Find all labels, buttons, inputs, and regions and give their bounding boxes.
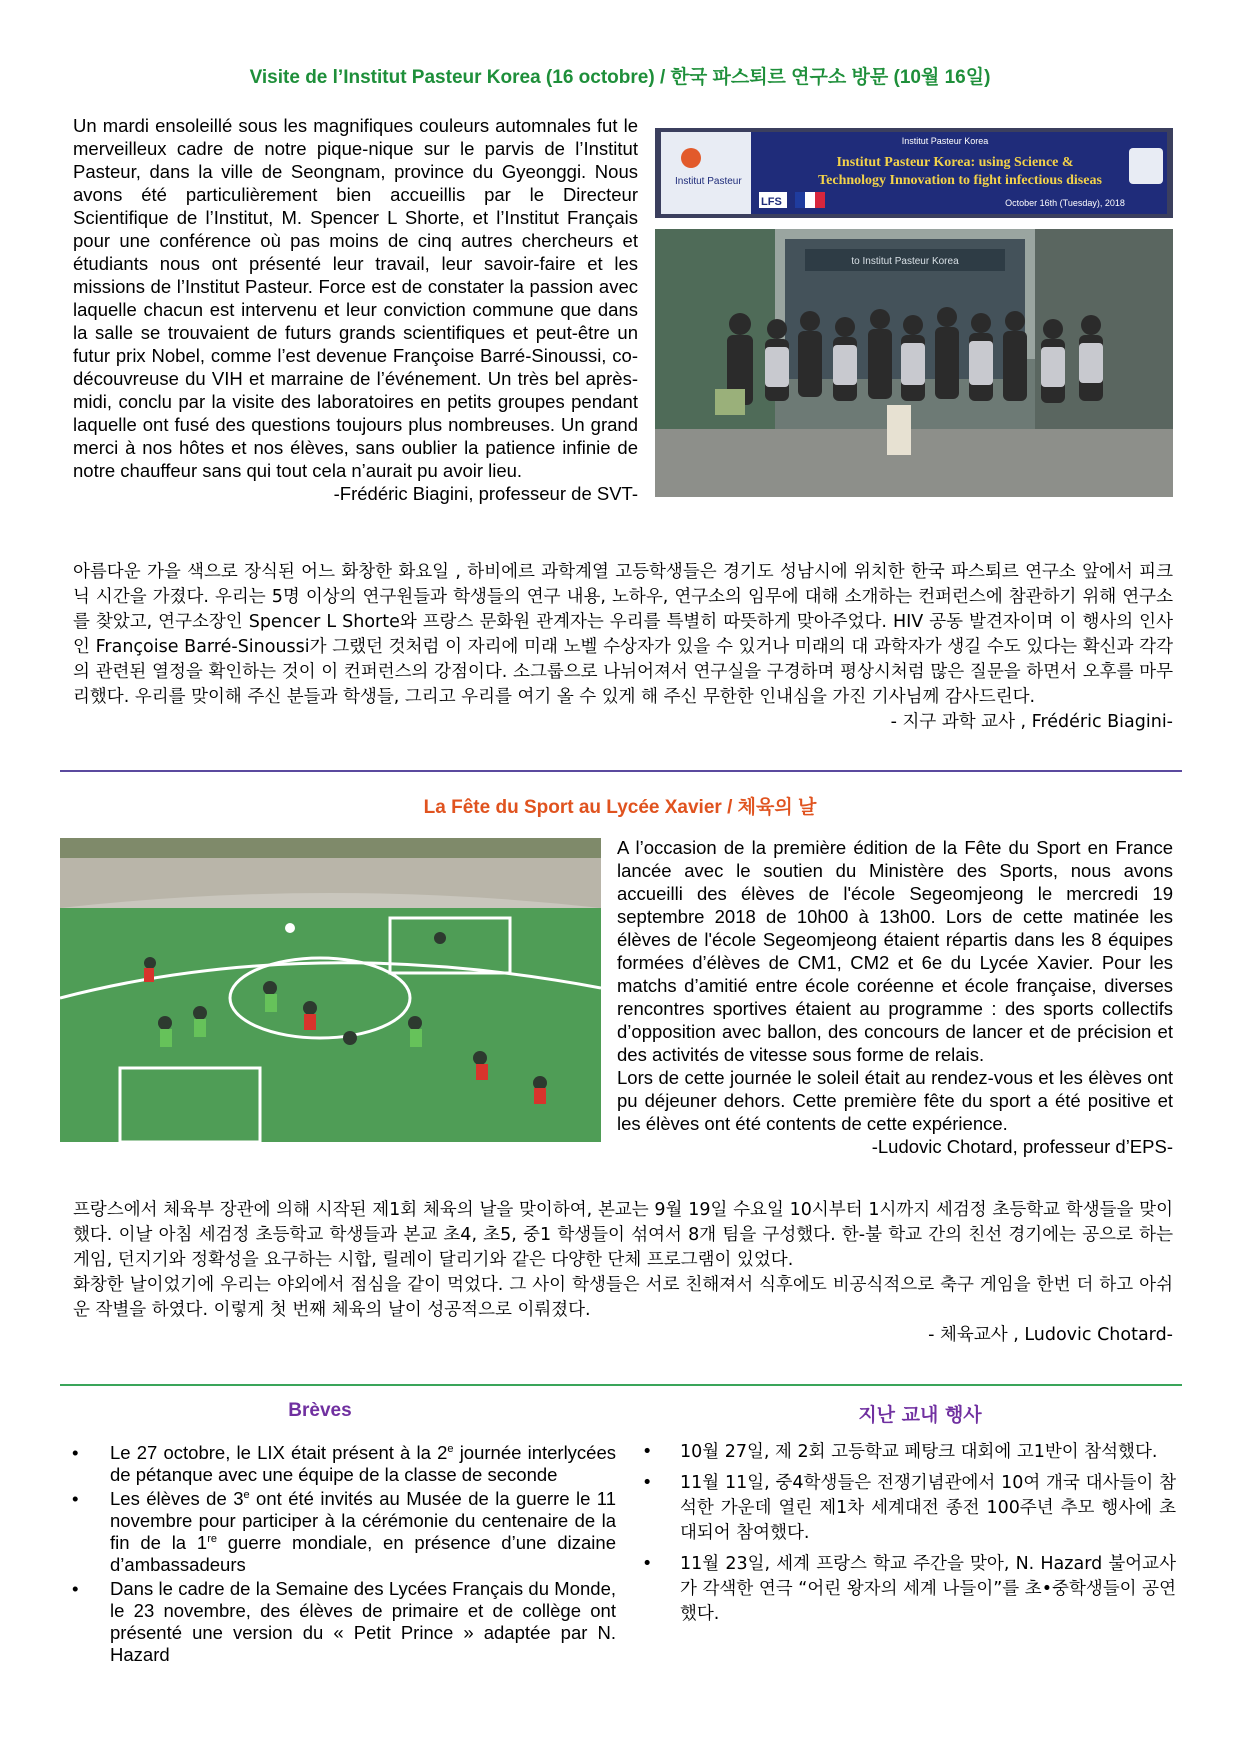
sport-french-article — [617, 836, 1173, 1158]
section-title-pasteur: Visite de l’Institut Pasteur Korea (16 octobre) / 한국 파스퇴르 연구소 방문 (10월 16일) — [249, 67, 991, 88]
pasteur-group-photo — [655, 229, 1173, 497]
banner-logo-text: Institut Pasteur — [675, 176, 742, 187]
pasteur-korean-article — [73, 560, 1173, 735]
banner-sponsor: LFS — [761, 196, 782, 208]
group-photo-illustration — [655, 229, 1173, 497]
breves-item-1-sup: e — [447, 1442, 454, 1455]
door-sign: to Institut Pasteur Korea — [851, 256, 959, 267]
events-item: • 11월 11일, 중4학생들은 전쟁기념관에서 10여 개국 대사들이 참석한 가운데 열린 제1차 세계대전 종전 100주년 추모 행사에 초대되어 참여했다. — [630, 1471, 1176, 1546]
breves-item-2-text-b: ont été invités au Musée de la guerre le 11 novembre pour participer à la cérémonie du centenaire de la fin de la 1 — [110, 1488, 616, 1553]
events-list — [630, 1440, 1176, 1633]
breves-item-2-sup: e — [243, 1488, 250, 1501]
breves-item — [60, 1578, 616, 1666]
events-title: 지난 교내 행사 — [858, 1404, 982, 1426]
breves-item-2-text-c: guerre mondiale, en présence d’une dizaine d’ambassadeurs — [110, 1532, 616, 1575]
section-title-sport: La Fête du Sport au Lycée Xavier / 체육의 날 — [423, 797, 817, 818]
sport-korean-signature: - 체육교사 , Ludovic Chotard- — [928, 1325, 1173, 1345]
sport-french-paragraph-2: Lors de cette journée le soleil était au rendez-vous et les élèves ont pu déjeuner dehors. Cette première fête du sport a été positive et les élèves ont été contents de cette expérience. — [617, 1067, 1173, 1134]
sport-korean-paragraph-2: 화창한 날이었기에 우리는 야외에서 점심을 같이 먹었다. 그 사이 학생들은 서로 친해져서 식후에도 비공식적으로 축구 게임을 한번 더 하고 아쉬운 작별을 하였다. 이렇게 첫 번째 체육의 날이 성공적으로 이뤄졌다. — [73, 1275, 1173, 1320]
breves-item — [60, 1488, 616, 1576]
sport-french-paragraph-1: A l’occasion de la première édition de la Fête du Sport en France lancée avec le soutien du Ministère des Sports, nous avons accueilli des élèves de l'école Segeomjeong le mercredi 19 septembre 2018 de 10h00 à 13h00. Lors de cette matinée les élèves de l'école Segeomjeong étaient répartis dans les 8 équipes formées d’élèves de CM1, CM2 et 6e du Lycée Xavier. Pour les matchs d’amitié entre école coréenne et école française, diverses rencontres sportives étaient au programme : des sports collectifs d’opposition avec ballon, des concours de lancer et de précision et des activités de vitesse sous forme de relais. — [617, 837, 1173, 1065]
pasteur-banner-photo — [655, 128, 1173, 218]
sport-korean-paragraph-1: 프랑스에서 체육부 장관에 의해 시작된 제1회 체육의 날을 맞이하여, 본교는 9월 19일 수요일 10시부터 1시까지 세검정 초등학교 학생들을 맞이했다. 이날 아침 세검정 초등학교 학생들과 본교 초4, 초5, 중1 학생들이 섞여서 8개 팀을 구성했다. 한-불 학교 간의 친선 경기에는 공으로 하는 게임, 던지기와 정확성을 요구하는 시합, 릴레이 달리기와 같은 다양한 단체 프로그램이 있었다. — [73, 1200, 1173, 1270]
breves-item-3-text: Dans le cadre de la Semaine des Lycées Français du Monde, le 23 novembre, des élèves de primaire et de collège ont présenté une version du « Petit Prince » adaptée par N. Hazard — [110, 1578, 616, 1665]
sport-photo-illustration — [60, 838, 601, 1142]
pasteur-korean-paragraph: 아름다운 가을 색으로 장식된 어느 화창한 화요일 , 하비에르 과학계열 고등학생들은 경기도 성남시에 위치한 한국 파스퇴르 연구소 앞에서 피크닉 시간을 가졌다. 우리는 5명 이상의 연구원들과 학생들의 연구 내용, 노하우, 연구소의 임무에 대해 소개하는 컨퍼런스에 참관하기 위해 연구소를 찾았고, 연구소장인 Spencer L Shorte와 프랑스 문화원 관계자는 우리를 특별히 따뜻하게 맞아주었다. HIV 공동 발견자이며 이 행사의 인사인 Françoise Barré-Sinoussi가 그랬던 것처럼 이 자리에 미래 노벨 수상자가 있을 수 있거나 미래의 대 과학자가 생길 수도 있다는 확신과 각각의 관련된 열정을 확인하는 것이 이 컨퍼런스의 강점이다. 소그룹으로 나뉘어져서 연구실을 구경하며 평상시처럼 많은 질문을 하면서 오후를 마무리했다. 우리를 맞이해 주신 분들과 학생들, 그리고 우리를 여기 올 수 있게 해 주신 무한한 인내심을 가진 기사님께 감사드린다. — [73, 562, 1173, 707]
events-item: • 11월 23일, 세계 프랑스 학교 주간을 맞아, N. Hazard 불어교사가 각색한 연극 “어린 왕자의 세계 나들이”를 초•중학생들이 공연했다. — [630, 1552, 1176, 1627]
breves-item-1-text-a: Le 27 octobre, le LIX était présent à la 2 — [110, 1442, 448, 1463]
sport-french-signature: -Ludovic Chotard, professeur d’EPS- — [871, 1136, 1173, 1157]
breves-item-2-sup-2: re — [207, 1532, 217, 1545]
breves-title: Brèves — [288, 1400, 352, 1421]
pasteur-french-paragraph: Un mardi ensoleillé sous les magnifiques couleurs automnales fut le merveilleux cadre de notre pique-nique sur le parvis de l’Institut Pasteur, dans la ville de Seongnam, province du Gyeonggi. Nous avons été particulièrement bien accueillis par le Directeur Scientifique de l’Institut, M. Spencer L Shorte, et l’Institut Français pour une conférence où pas moins de cinq autres chercheurs et étudiants nous ont présenté leur travail, leur savoir-faire et les missions de l’Institut Pasteur. Force est de constater la passion avec laquelle chacun est intervenu et leur conviction commune que dans la salle se trouvaient de futurs grands scientifiques et peut-être un futur prix Nobel, comme l’est devenue Françoise Barré-Sinoussi, co-découvreuse du VIH et marraine de l’événement. Un très bel après-midi, conclu par la visite des laboratoires en petits groupes pendant laquelle ont fusé des questions toujours plus nombreuses. Un grand merci à nos hôtes et nos élèves, sans oublier la patience infinie de notre chauffeur sans qui tout cela n’aurait pu avoir lieu. — [73, 115, 638, 481]
sport-field-photo — [60, 838, 601, 1142]
breves-item-1-text-b: journée interlycées de pétanque avec une équipe de la classe de seconde — [110, 1442, 617, 1485]
banner-illustration — [655, 128, 1173, 218]
breves-item-2-text-a: Les élèves de 3 — [110, 1488, 244, 1509]
breves-item — [60, 1442, 616, 1486]
pasteur-french-article — [73, 114, 638, 505]
events-item: • 10월 27일, 제 2회 고등학교 페탕크 대회에 고1반이 참석했다. — [630, 1440, 1176, 1465]
banner-headline-2: Technology Innovation to fight infectious diseas — [818, 173, 1102, 188]
banner-org: Institut Pasteur Korea — [901, 136, 989, 146]
pasteur-korean-signature: - 지구 과학 교사 , Frédéric Biagini- — [890, 712, 1173, 732]
banner-headline-1: Institut Pasteur Korea: using Science & — [836, 155, 1074, 170]
pasteur-french-signature: -Frédéric Biagini, professeur de SVT- — [333, 483, 638, 504]
section-divider-2 — [60, 1384, 1182, 1386]
banner-date: October 16th (Tuesday), 2018 — [1005, 198, 1125, 208]
sport-korean-article — [73, 1198, 1173, 1348]
section-divider — [60, 770, 1182, 772]
breves-list — [60, 1442, 616, 1668]
